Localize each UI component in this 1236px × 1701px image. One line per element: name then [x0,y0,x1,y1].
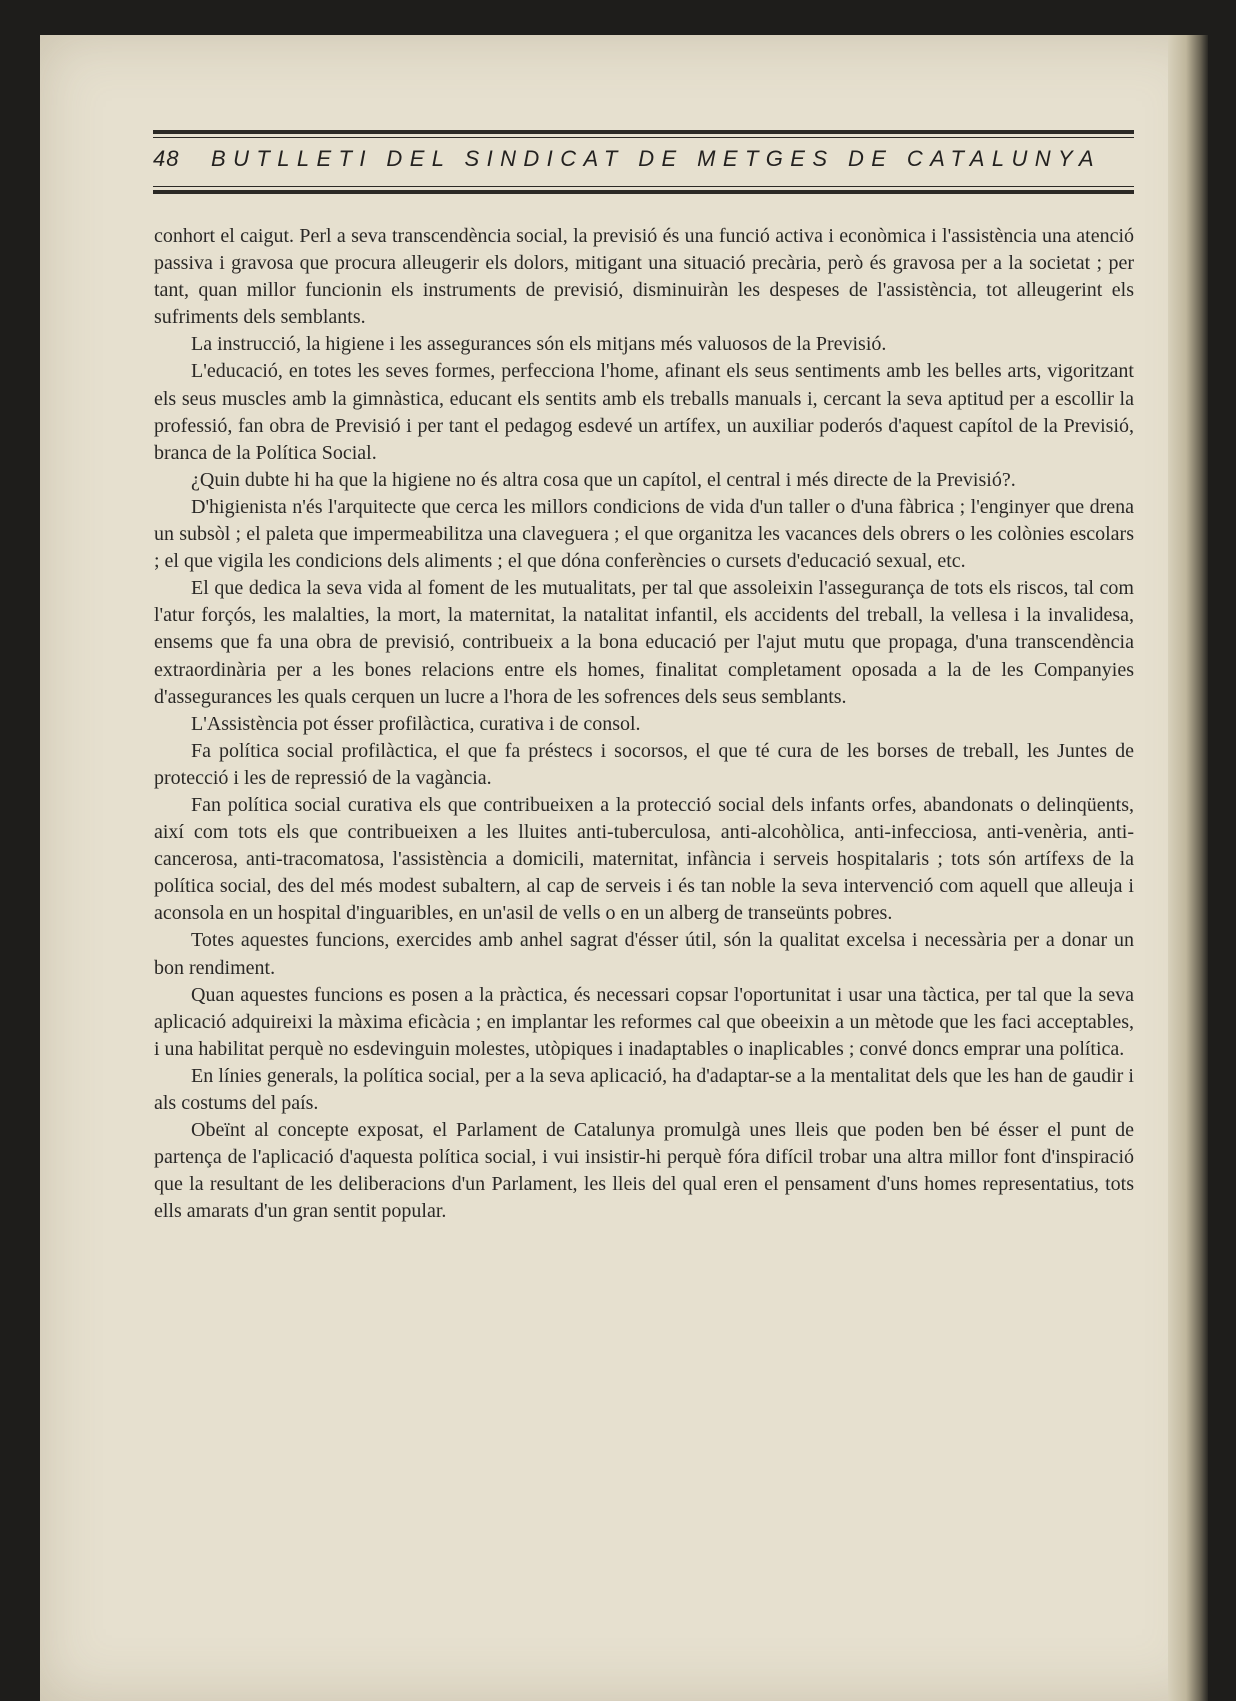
paragraph: Fa política social profilàctica, el que fa préstecs i socorsos, el que té cura de les borses de treball, les Juntes de protecció i les de repressió de la vagància. [154,739,1134,789]
paragraph: ¿Quin dubte hi ha que la higiene no és altra cosa que un capítol, el central i més directe de la Previsió?. [191,468,1016,491]
paragraph: Obeïnt al concepte exposat, el Parlament de Catalunya promulgà unes lleis que poden ben bé ésser el punt de partença de l'aplicació d'aquesta política social, i vui insistir-hi perquè fóra difícil trobar una altra millor font d'inspiració que la resultant de les deliberacions d'un Parlament, les lleis del qual eren el pensament d'uns homes representatius, tots ells amarats d'un gran sentit popular. [154,1119,1134,1223]
book-spine [1168,35,1208,1701]
header-line [153,138,1134,182]
paragraph: L'educació, en totes les seves formes, perfecciona l'home, afinant els seus sentiments amb les belles arts, vigoritzant els seus muscles amb la gimnàstica, educant els sentits amb els treballs manuals i, cercant la seva aptitud per a escollir la professió, fan obra de Previsió i per tant el pedagog esdevé un artífex, un auxiliar poderós d'aquest capítol de la Previsió, branca de la Política Social. [154,360,1134,464]
paragraph: La instrucció, la higiene i les assegurances són els mitjans més valuosos de la Previsió. [191,333,887,356]
page-header [153,130,1134,194]
paragraph: Fan política social curativa els que contribueixen a la protecció social dels infants orfes, abandonats o delinqüents, així com tots els que contribueixen a les lluites anti-tuberculosa, anti-alcohòlica, anti-infecciosa, anti-venèria, anti-cancerosa, anti-tracomatosa, l'assistència a domicili, maternitat, infància i serveis hospitalaris ; tots són artífexs de la política social, des del més modest subaltern, al cap de serveis i és tan noble la seva intervenció com aquell que alleuja i aconsola en un hospital d'inguaribles, en un'asil de vells o en un alberg de transeünts pobres. [154,793,1134,925]
article-body [154,223,1134,1225]
header-bottom-rule [153,190,1134,194]
paragraph: Totes aquestes funcions, exercides amb anhel sagrat d'ésser útil, són la qualitat excelsa i necessària per a donar un bon rendiment. [154,929,1134,979]
paragraph: Quan aquestes funcions es posen a la pràctica, és necessari copsar l'oportunitat i usar una tàctica, per tal que la seva aplicació adquireixi la màxima eficàcia ; en implantar les reformes cal que obeeixin a un mètode que les faci acceptables, i una habilitat perquè no esdevinguin molestes, utòpiques i inadaptables o inaplicables ; convé doncs emprar una política. [154,983,1134,1060]
running-title: BUTLLETI DEL SINDICAT DE METGES DE CATALUNYA [211,146,1101,171]
paragraph: D'higienista n'és l'arquitecte que cerca les millors condicions de vida d'un taller o d'una fàbrica ; l'enginyer que drena un subsòl ; el paleta que impermeabilitza una claveguera ; el que organitza les vacances dels obrers o les colònies escolars ; el que vigila les condicions dels aliments ; el que dóna conferències o cursets d'educació sexual, etc. [154,495,1134,573]
paragraph: L'Assistència pot ésser profilàctica, curativa i de consol. [191,712,641,735]
page-number: 48 [153,146,180,171]
header-bottom-rule-thin [153,186,1134,187]
paragraph: El que dedica la seva vida al foment de les mutualitats, per tal que assoleixin l'assegurança de tots els riscos, tal com l'atur forçós, les malalties, la mort, la maternitat, la natalitat infantil, els accidents del treball, la vellesa i la invalidesa, ensems que fa una obra de previsió, contribueix a la bona educació per l'ajut mutu que propaga, d'una transcendència extraordinària per a les bones relacions entre els homes, finalitat completament oposada a la de les Companyies d'assegurances les quals cerquen un lucre a l'hora de les sofrences dels seus semblants. [154,577,1134,708]
paragraph: En línies generals, la política social, per a la seva aplicació, ha d'adaptar-se a la mentalitat dels que les han de gaudir i als costums del país. [154,1064,1134,1114]
header-top-rule [153,130,1134,134]
paragraph: conhort el caigut. Perl a seva transcendència social, la previsió és una funció activa i econòmica i l'assistència una atenció passiva i gravosa que procura alleugerir els dolors, mitigant una situació precària, però és gravosa per a la societat ; per tant, quan millor funcionin els instruments de previsió, disminuiràn les despeses de l'assistència, tot alleugerint els sufriments dels semblants. [154,225,1134,329]
